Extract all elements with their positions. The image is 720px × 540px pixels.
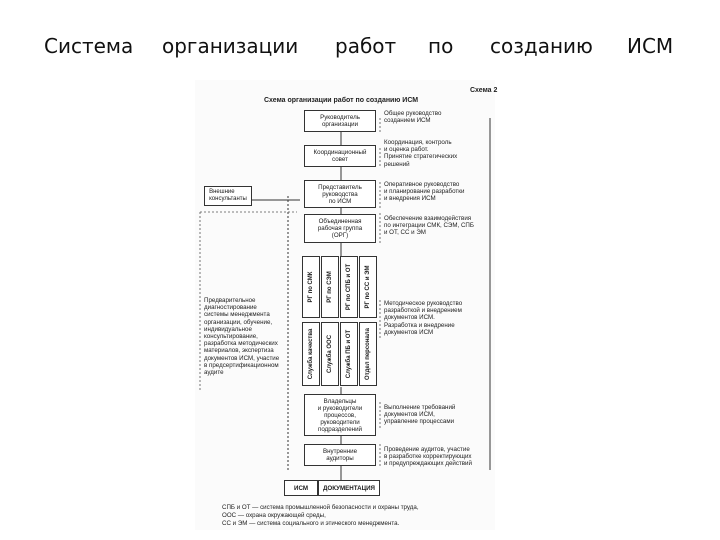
legend-line: СПБ и ОТ — система промышленной безопасности и охраны труда, bbox=[222, 504, 419, 511]
title-word: организации bbox=[162, 34, 299, 58]
note-general-management: Общее руководство созданием ИСМ bbox=[384, 110, 442, 125]
external-consultants-box: Внешние консультанты bbox=[204, 186, 252, 206]
working-group-ohs: РГ по СПБ и ОТ bbox=[340, 256, 358, 318]
service-environment: Служба ООС bbox=[321, 322, 339, 386]
working-group-ss-em: РГ по СС и ЭМ bbox=[359, 256, 377, 318]
consultants-description: Предварительное диагностирование системы менеджмента организации, обучение, индивидуальное консультирование, разработка методических материалов, экспертиза документов ИСМ, участие в предсертификационном аудите bbox=[204, 297, 280, 377]
title-word: Система bbox=[44, 34, 134, 58]
coordination-council-box: Координационный совет bbox=[304, 145, 376, 167]
ism-box: ИСМ bbox=[284, 480, 318, 496]
note-integration: Обеспечение взаимодействия по интеграции СМК, СЭМ, СПБ и ОТ, СС и ЭМ bbox=[384, 215, 474, 237]
working-group-ems: РГ по СЭМ bbox=[321, 256, 339, 318]
process-owners-box: Владельцы и руководители процессов, руководители подразделений bbox=[304, 394, 376, 436]
joint-working-group-box: Объединенная рабочая группа (ОРГ) bbox=[304, 214, 376, 243]
management-representative-box: Представитель руководства по ИСМ bbox=[304, 180, 376, 208]
scheme-label: Схема 2 bbox=[470, 87, 498, 94]
service-personnel: Отдел персонала bbox=[359, 322, 377, 386]
internal-auditors-box: Внутренние аудиторы bbox=[304, 444, 376, 466]
head-of-organization-box: Руководитель организации bbox=[304, 110, 376, 132]
note-operational-management: Оперативное руководство и планирование разработки и внедрения ИСМ bbox=[384, 181, 465, 203]
service-safety: Служба ПБ и ОТ bbox=[340, 322, 358, 386]
title-word: ИСМ bbox=[627, 34, 674, 58]
title-word: созданию bbox=[490, 34, 593, 58]
note-methodical-guidance: Методическое руководство разработкой и внедрением документов ИСМ. Разработка и внедрение документов ИСМ bbox=[384, 300, 463, 336]
note-process-management: Выполнение требований документов ИСМ, управление процессами bbox=[384, 404, 456, 426]
legend-line: ООС — охрана окружающей среды, bbox=[222, 512, 326, 519]
title-word: работ bbox=[335, 34, 397, 58]
documentation-box: ДОКУМЕНТАЦИЯ bbox=[318, 480, 380, 496]
scheme-title: Схема организации работ по созданию ИСМ bbox=[264, 97, 419, 104]
title-word: по bbox=[428, 34, 454, 58]
legend-line: СС и ЭМ — система социального и этического менеджмента. bbox=[222, 520, 400, 527]
working-group-qms: РГ по СМК bbox=[302, 256, 320, 318]
service-quality: Служба качества bbox=[302, 322, 320, 386]
note-audits: Проведение аудитов, участие в разработке корректирующих и предупреждающих действий bbox=[384, 446, 472, 468]
note-coordination: Координация, контроль и оценка работ. Принятие стратегических решений bbox=[384, 139, 458, 168]
